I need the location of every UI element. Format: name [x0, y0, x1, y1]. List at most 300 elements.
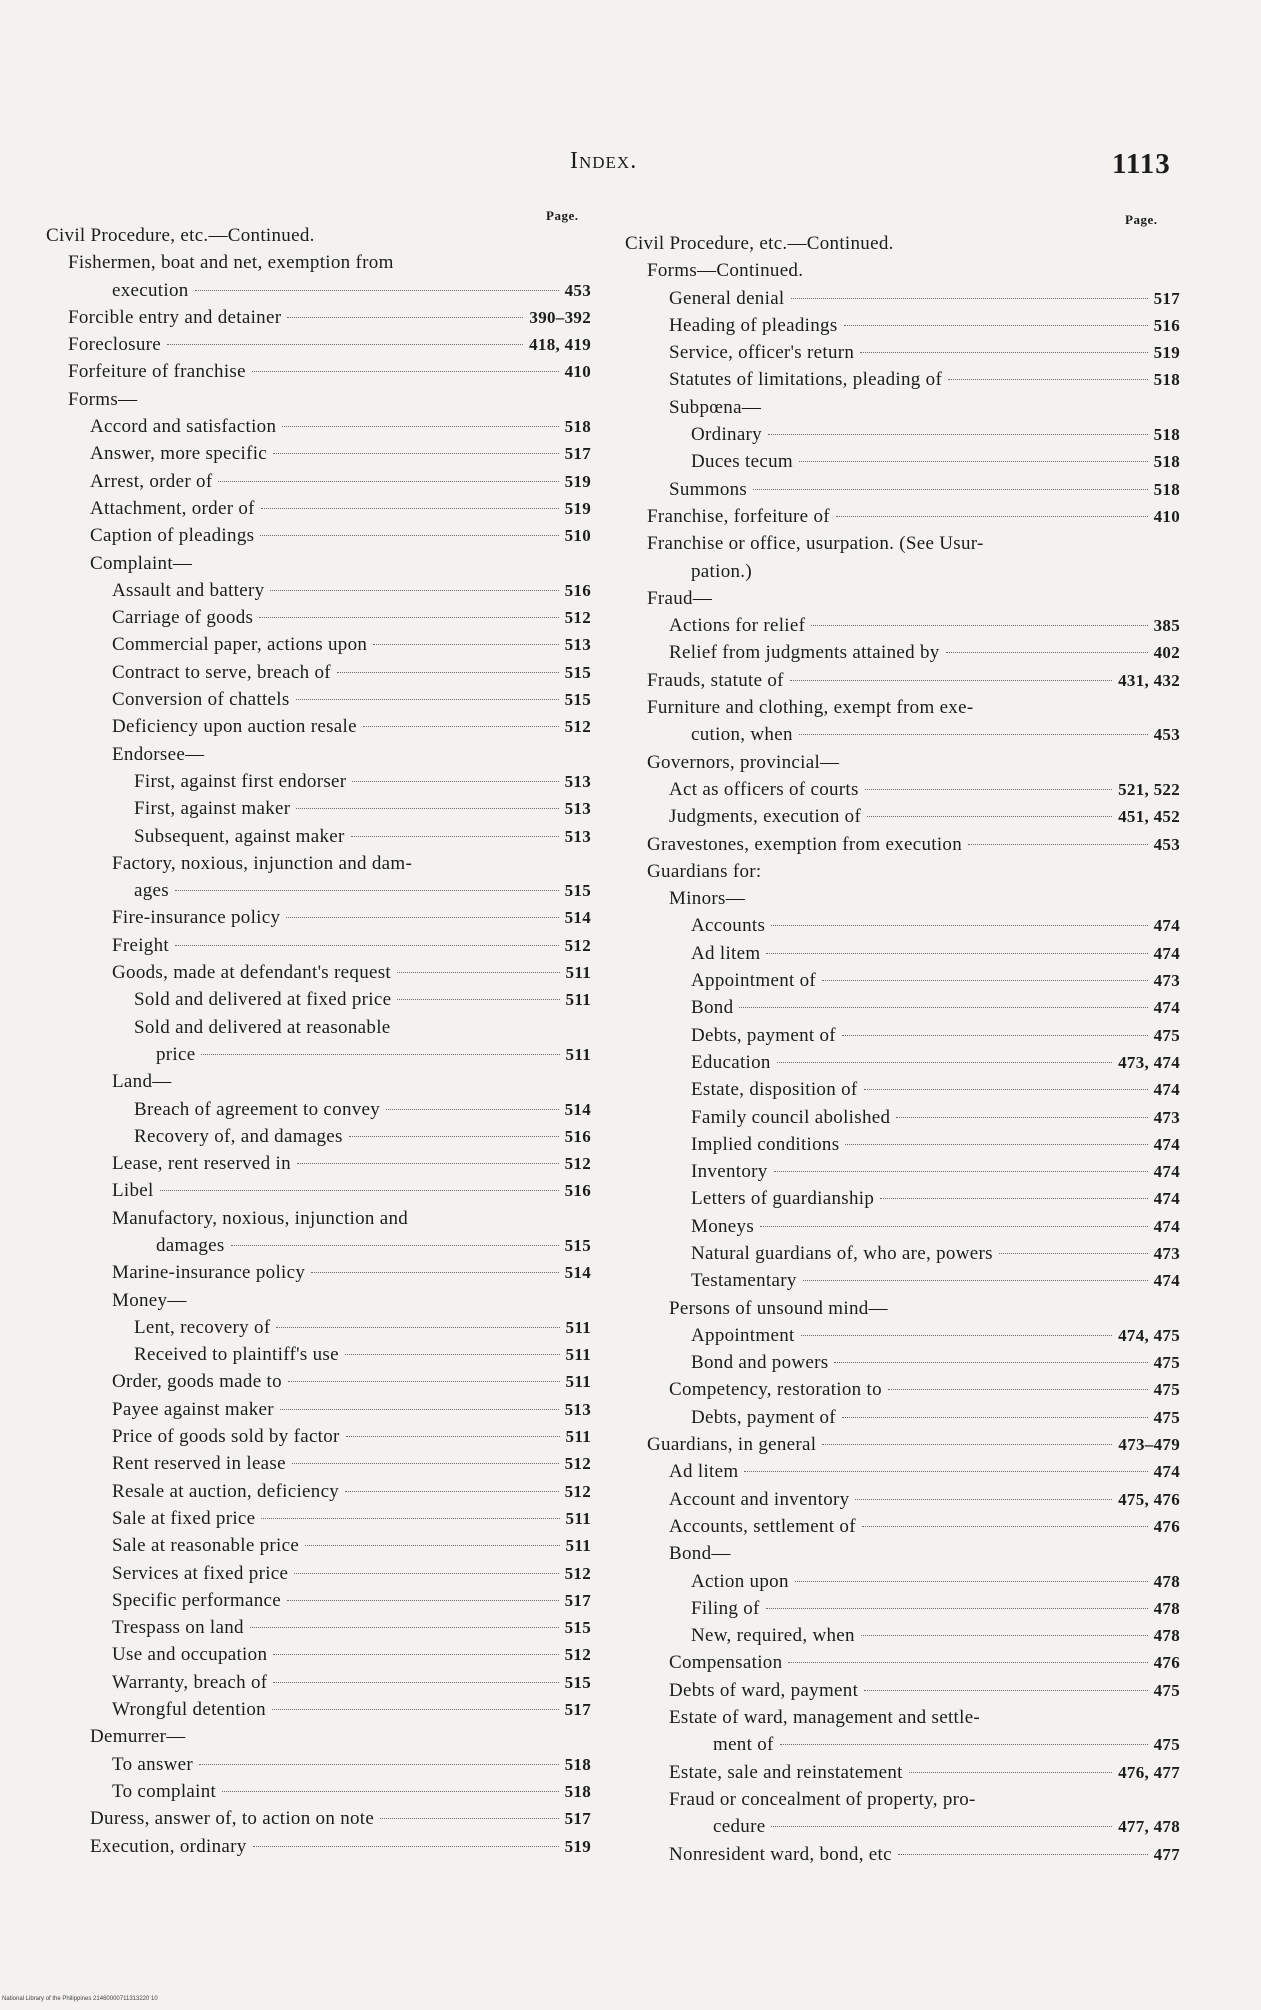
- entry-label: Marine-insurance policy: [112, 1262, 306, 1284]
- index-entry: [625, 421, 1180, 448]
- dot-leader: [771, 924, 1147, 926]
- dot-leader: [273, 452, 559, 454]
- entry-label: First, against first endorser: [134, 770, 347, 792]
- index-entry: [625, 1049, 1180, 1076]
- entry-page-ref: 511: [565, 990, 591, 1010]
- entry-label: damages: [156, 1234, 225, 1256]
- index-entry: [625, 1677, 1180, 1704]
- entry-label: Moneys: [691, 1215, 755, 1237]
- index-entry: [625, 1104, 1180, 1131]
- dot-leader: [273, 1681, 558, 1683]
- index-entry: [46, 1696, 591, 1723]
- dot-leader: [946, 651, 1148, 653]
- index-entry: [46, 877, 591, 904]
- dot-leader: [337, 671, 559, 673]
- entry-label: Complaint—: [90, 552, 193, 574]
- dot-leader: [860, 351, 1147, 353]
- index-entry: [46, 1014, 591, 1041]
- dot-leader: [175, 944, 559, 946]
- dot-leader: [250, 1626, 559, 1628]
- dot-leader: [222, 1790, 558, 1792]
- entry-page-ref: 473: [1153, 1243, 1180, 1263]
- entry-page-ref: 385: [1153, 616, 1180, 636]
- dot-leader: [352, 780, 558, 782]
- entry-label: New, required, when: [691, 1625, 855, 1647]
- index-entry: [625, 831, 1180, 858]
- dot-leader: [999, 1252, 1148, 1254]
- entry-label: Received to plaintiff's use: [134, 1344, 339, 1366]
- index-entry: [46, 1068, 591, 1095]
- entry-label: Deficiency upon auction resale: [112, 716, 357, 738]
- entry-label: execution: [112, 279, 189, 301]
- entry-page-ref: 475: [1153, 1407, 1180, 1427]
- index-entry: [46, 331, 591, 358]
- entry-label: Bond—: [669, 1543, 731, 1565]
- dot-leader: [345, 1353, 560, 1355]
- entry-page-ref: 519: [1153, 343, 1180, 363]
- entry-page-ref: 474: [1153, 943, 1180, 963]
- entry-label: Education: [691, 1051, 771, 1073]
- dot-leader: [909, 1771, 1112, 1773]
- entry-page-ref: 512: [564, 935, 591, 955]
- index-entry: [625, 1841, 1180, 1868]
- entry-label: Endorsee—: [112, 743, 205, 765]
- entry-label: Debts, payment of: [691, 1024, 836, 1046]
- index-entry: [625, 1704, 1180, 1731]
- entry-label: Ad litem: [691, 942, 761, 964]
- entry-label: Factory, noxious, injunction and dam-: [112, 852, 413, 874]
- entry-page-ref: 477: [1153, 1844, 1180, 1864]
- entry-page-ref: 514: [564, 1263, 591, 1283]
- dot-leader: [175, 889, 559, 891]
- dot-leader: [799, 460, 1148, 462]
- entry-label: Service, officer's return: [669, 342, 855, 364]
- index-entry: [625, 1158, 1180, 1185]
- index-entry: [46, 659, 591, 686]
- entry-label: Accounts, settlement of: [669, 1515, 856, 1537]
- entry-label: Subpœna—: [669, 396, 762, 418]
- entry-label: Wrongful detention: [112, 1699, 266, 1721]
- entry-label: pation.): [691, 560, 752, 582]
- index-entry: [46, 1778, 591, 1805]
- dot-leader: [231, 1244, 559, 1246]
- entry-label: Price of goods sold by factor: [112, 1426, 340, 1448]
- entry-page-ref: 513: [564, 1399, 591, 1419]
- dot-leader: [397, 971, 560, 973]
- entry-page-ref: 513: [564, 771, 591, 791]
- dot-leader: [844, 324, 1148, 326]
- entry-page-ref: 478: [1153, 1598, 1180, 1618]
- dot-leader: [380, 1817, 558, 1819]
- index-entry: [46, 1041, 591, 1068]
- dot-leader: [287, 1599, 559, 1601]
- entry-label: Family council abolished: [691, 1106, 891, 1128]
- entry-label: Fishermen, boat and net, exemption from: [68, 252, 394, 274]
- entry-label: Accounts: [691, 915, 766, 937]
- entry-label: Governors, provincial—: [647, 751, 840, 773]
- dot-leader: [777, 1061, 1112, 1063]
- entry-label: Competency, restoration to: [669, 1379, 882, 1401]
- index-entry: [46, 1177, 591, 1204]
- dot-leader: [286, 916, 558, 918]
- entry-page-ref: 511: [565, 1508, 591, 1528]
- dot-leader: [288, 1380, 560, 1382]
- index-entry: [625, 1622, 1180, 1649]
- dot-leader: [834, 1361, 1147, 1363]
- entry-label: Accord and satisfaction: [90, 416, 277, 438]
- entry-label: Franchise or office, usurpation. (See Usur-: [647, 533, 984, 555]
- index-entry: [625, 585, 1180, 612]
- entry-page-ref: 451, 452: [1118, 807, 1180, 827]
- dot-leader: [799, 733, 1148, 735]
- index-entry: [46, 249, 591, 276]
- dot-leader: [305, 1544, 559, 1546]
- entry-label: Ordinary: [691, 424, 762, 446]
- entry-label: Debts, payment of: [691, 1406, 836, 1428]
- entry-page-ref: 475, 476: [1118, 1489, 1180, 1509]
- entry-label: Forfeiture of franchise: [68, 361, 246, 383]
- dot-leader: [898, 1853, 1148, 1855]
- index-entry: [625, 1486, 1180, 1513]
- entry-page-ref: 474: [1153, 1216, 1180, 1236]
- entry-page-ref: 418, 419: [529, 335, 591, 355]
- running-title: Index.: [570, 148, 638, 174]
- index-entry: [46, 1723, 591, 1750]
- entry-label: Relief from judgments attained by: [669, 642, 940, 664]
- entry-page-ref: 402: [1153, 643, 1180, 663]
- entry-page-ref: 478: [1153, 1571, 1180, 1591]
- entry-label: Sale at fixed price: [112, 1507, 256, 1529]
- index-entry: [46, 1150, 591, 1177]
- entry-page-ref: 517: [564, 1590, 591, 1610]
- dot-leader: [373, 643, 558, 645]
- dot-leader: [744, 1470, 1147, 1472]
- entry-label: Appointment: [691, 1324, 795, 1346]
- index-entry: [625, 667, 1180, 694]
- entry-page-ref: 474: [1153, 1134, 1180, 1154]
- dot-leader: [855, 1498, 1112, 1500]
- index-entry: [46, 1805, 591, 1832]
- dot-leader: [791, 297, 1148, 299]
- index-entry: [46, 577, 591, 604]
- index-entry: [625, 1513, 1180, 1540]
- entry-page-ref: 513: [564, 826, 591, 846]
- index-entry: [625, 803, 1180, 830]
- index-entry: [46, 1751, 591, 1778]
- dot-leader: [788, 1661, 1147, 1663]
- footer-credit: National Library of the Philippines 21460000711313220 10: [2, 1996, 158, 2002]
- dot-leader: [386, 1108, 559, 1110]
- entry-page-ref: 473: [1153, 1107, 1180, 1127]
- entry-page-ref: 390–392: [529, 307, 591, 327]
- entry-label: Forms—Continued.: [647, 260, 804, 282]
- dot-leader: [282, 425, 558, 427]
- entry-page-ref: 518: [1153, 370, 1180, 390]
- entry-label: Land—: [112, 1071, 172, 1093]
- entry-label: Natural guardians of, who are, powers: [691, 1242, 993, 1264]
- index-entry: [46, 604, 591, 631]
- dot-leader: [292, 1462, 559, 1464]
- index-entry: [625, 776, 1180, 803]
- index-entry: [46, 1669, 591, 1696]
- entry-label: Freight: [112, 934, 169, 956]
- index-entry: [46, 850, 591, 877]
- index-entry: [625, 1404, 1180, 1431]
- entry-page-ref: 453: [564, 280, 591, 300]
- entry-label: Recovery of, and damages: [134, 1125, 343, 1147]
- entry-page-ref: 513: [564, 799, 591, 819]
- index-entry: [46, 522, 591, 549]
- dot-leader: [345, 1490, 558, 1492]
- entry-label: Conversion of chattels: [112, 689, 290, 711]
- index-entry: [625, 339, 1180, 366]
- dot-leader: [272, 1708, 559, 1710]
- entry-label: Use and occupation: [112, 1644, 268, 1666]
- entry-page-ref: 512: [564, 1154, 591, 1174]
- entry-label: Civil Procedure, etc.—Continued.: [46, 225, 315, 246]
- index-entry: [625, 1759, 1180, 1786]
- entry-label: General denial: [669, 287, 785, 309]
- index-entry: [625, 312, 1180, 339]
- index-entry: [625, 394, 1180, 421]
- dot-leader: [780, 1743, 1148, 1745]
- index-entry: [46, 1478, 591, 1505]
- entry-page-ref: 511: [565, 1536, 591, 1556]
- index-entry: [625, 476, 1180, 503]
- dot-leader: [296, 698, 559, 700]
- entry-page-ref: 474: [1153, 1162, 1180, 1182]
- dot-leader: [363, 725, 559, 727]
- dot-leader: [836, 515, 1148, 517]
- entry-label: Caption of pleadings: [90, 525, 255, 547]
- entry-label: Guardians for:: [647, 860, 762, 882]
- index-entry: [46, 1123, 591, 1150]
- dot-leader: [801, 1334, 1113, 1336]
- index-entry: [625, 721, 1180, 748]
- entry-page-ref: 510: [564, 526, 591, 546]
- entry-page-ref: 517: [1153, 288, 1180, 308]
- entry-page-ref: 518: [564, 1781, 591, 1801]
- entry-label: Summons: [669, 478, 748, 500]
- index-entry: [625, 1131, 1180, 1158]
- dot-leader: [822, 1443, 1112, 1445]
- entry-label: Services at fixed price: [112, 1562, 289, 1584]
- dot-leader: [199, 1763, 559, 1765]
- entry-page-ref: 518: [564, 1754, 591, 1774]
- index-entry: [46, 823, 591, 850]
- entry-label: Gravestones, exemption from execution: [647, 833, 963, 855]
- entry-page-ref: 511: [565, 1345, 591, 1365]
- dot-leader: [296, 807, 558, 809]
- dot-leader: [822, 979, 1148, 981]
- entry-label: To answer: [112, 1753, 194, 1775]
- entry-label: Carriage of goods: [112, 607, 254, 629]
- index-entry: [46, 1587, 591, 1614]
- index-entry: [46, 1096, 591, 1123]
- entry-label: Letters of guardianship: [691, 1188, 875, 1210]
- entry-page-ref: 475: [1153, 1025, 1180, 1045]
- entry-page-ref: 453: [1153, 834, 1180, 854]
- right-page-heading: Page.: [1125, 212, 1158, 227]
- index-entry: [46, 440, 591, 467]
- index-entry: [625, 912, 1180, 939]
- entry-label: Sale at reasonable price: [112, 1535, 300, 1557]
- index-entry: [625, 257, 1180, 284]
- entry-page-ref: 475: [1153, 1353, 1180, 1373]
- index-entry: [46, 1833, 591, 1860]
- entry-page-ref: 511: [565, 1427, 591, 1447]
- dot-leader: [261, 507, 559, 509]
- index-entry: [625, 1185, 1180, 1212]
- entry-page-ref: 512: [564, 608, 591, 628]
- entry-label: Breach of agreement to convey: [134, 1098, 381, 1120]
- index-entry: [625, 612, 1180, 639]
- dot-leader: [867, 815, 1112, 817]
- index-entry: [46, 1560, 591, 1587]
- left-page-heading: Page.: [546, 208, 579, 223]
- entry-page-ref: 519: [564, 1836, 591, 1856]
- entry-label: Manufactory, noxious, injunction and: [112, 1207, 409, 1229]
- entry-label: cedure: [713, 1816, 766, 1838]
- dot-leader: [260, 534, 558, 536]
- entry-label: Statutes of limitations, pleading of: [669, 369, 943, 391]
- entry-page-ref: 478: [1153, 1626, 1180, 1646]
- entry-label: ages: [134, 880, 169, 902]
- dot-leader: [280, 1408, 559, 1410]
- entry-page-ref: 521, 522: [1118, 779, 1180, 799]
- entry-page-ref: 516: [1153, 315, 1180, 335]
- entry-page-ref: 474, 475: [1118, 1325, 1180, 1345]
- entry-label: Implied conditions: [691, 1133, 840, 1155]
- entry-page-ref: 474: [1153, 1189, 1180, 1209]
- entry-page-ref: 517: [564, 444, 591, 464]
- dot-leader: [349, 1135, 559, 1137]
- dot-leader: [753, 488, 1147, 490]
- dot-leader: [888, 1388, 1148, 1390]
- dot-leader: [968, 843, 1148, 845]
- index-entry: [46, 304, 591, 331]
- dot-leader: [803, 1279, 1148, 1281]
- entry-label: Arrest, order of: [90, 470, 213, 492]
- index-entry: [46, 713, 591, 740]
- entry-label: ment of: [713, 1734, 774, 1756]
- index-entry: [625, 448, 1180, 475]
- entry-page-ref: 516: [564, 1126, 591, 1146]
- entry-page-ref: 515: [564, 1672, 591, 1692]
- entry-label: Money—: [112, 1289, 187, 1311]
- entry-label: Resale at auction, deficiency: [112, 1480, 340, 1502]
- index-entry: [46, 795, 591, 822]
- entry-label: Bond and powers: [691, 1352, 829, 1374]
- index-entry: [625, 1595, 1180, 1622]
- entry-page-ref: 512: [564, 1645, 591, 1665]
- index-entry: [625, 1267, 1180, 1294]
- entry-page-ref: 474: [1153, 1462, 1180, 1482]
- entry-label: Payee against maker: [112, 1398, 274, 1420]
- entry-label: Bond: [691, 997, 734, 1019]
- dot-leader: [790, 679, 1112, 681]
- index-entry: [625, 1731, 1180, 1758]
- entry-label: Sold and delivered at fixed price: [134, 989, 392, 1011]
- entry-label: Order, goods made to: [112, 1371, 282, 1393]
- entry-label: Commercial paper, actions upon: [112, 634, 368, 656]
- entry-label: Nonresident ward, bond, etc: [669, 1843, 892, 1865]
- index-entry: [625, 1076, 1180, 1103]
- entry-page-ref: 476, 477: [1118, 1762, 1180, 1782]
- entry-page-ref: 517: [564, 1809, 591, 1829]
- entry-label: Estate of ward, management and settle-: [669, 1707, 981, 1729]
- entry-label: Goods, made at defendant's request: [112, 962, 392, 984]
- entry-label: Demurrer—: [90, 1726, 186, 1748]
- entry-page-ref: 511: [565, 1044, 591, 1064]
- index-entry: [46, 1396, 591, 1423]
- index-entry: [625, 994, 1180, 1021]
- index-entry: [46, 1505, 591, 1532]
- page-number: 1113: [1112, 148, 1171, 180]
- entry-page-ref: 518: [1153, 452, 1180, 472]
- index-entry: [46, 1205, 591, 1232]
- dot-leader: [862, 1525, 1148, 1527]
- dot-leader: [201, 1053, 559, 1055]
- index-entry: [625, 1458, 1180, 1485]
- index-entry: [46, 686, 591, 713]
- dot-leader: [259, 616, 558, 618]
- dot-leader: [880, 1197, 1147, 1199]
- entry-page-ref: 515: [564, 1618, 591, 1638]
- entry-page-ref: 511: [565, 1372, 591, 1392]
- dot-leader: [167, 343, 523, 345]
- entry-page-ref: 477, 478: [1118, 1817, 1180, 1837]
- entry-label: Rent reserved in lease: [112, 1453, 286, 1475]
- index-entry: [46, 277, 591, 304]
- index-entry: [625, 694, 1180, 721]
- dot-leader: [845, 1143, 1147, 1145]
- entry-label: Warranty, breach of: [112, 1671, 268, 1693]
- dot-leader: [795, 1580, 1148, 1582]
- entry-label: Forms—: [68, 388, 138, 410]
- entry-label: To complaint: [112, 1780, 217, 1802]
- entry-label: Sold and delivered at reasonable: [134, 1016, 391, 1038]
- dot-leader: [351, 835, 559, 837]
- entry-label: Filing of: [691, 1597, 760, 1619]
- dot-leader: [739, 1006, 1147, 1008]
- entry-page-ref: 476: [1153, 1516, 1180, 1536]
- index-entry: [46, 1532, 591, 1559]
- entry-label: Forcible entry and detainer: [68, 306, 282, 328]
- dot-leader: [842, 1034, 1148, 1036]
- dot-leader: [346, 1435, 560, 1437]
- entry-page-ref: 453: [1153, 725, 1180, 745]
- entry-label: First, against maker: [134, 798, 291, 820]
- dot-leader: [760, 1225, 1148, 1227]
- index-entry: [625, 503, 1180, 530]
- entry-label: Actions for relief: [669, 615, 806, 637]
- entry-label: Debts of ward, payment: [669, 1679, 859, 1701]
- dot-leader: [864, 1088, 1148, 1090]
- dot-leader: [252, 370, 559, 372]
- dot-leader: [768, 433, 1148, 435]
- entry-label: Estate, sale and reinstatement: [669, 1761, 903, 1783]
- entry-label: Duces tecum: [691, 451, 793, 473]
- index-entry: [625, 1786, 1180, 1813]
- entry-page-ref: 473–479: [1118, 1435, 1180, 1455]
- entry-label: Frauds, statute of: [647, 669, 784, 691]
- dot-leader: [896, 1116, 1147, 1118]
- entry-label: Fire-insurance policy: [112, 907, 281, 929]
- entry-page-ref: 475: [1153, 1680, 1180, 1700]
- dot-leader: [218, 480, 558, 482]
- entry-page-ref: 512: [564, 1563, 591, 1583]
